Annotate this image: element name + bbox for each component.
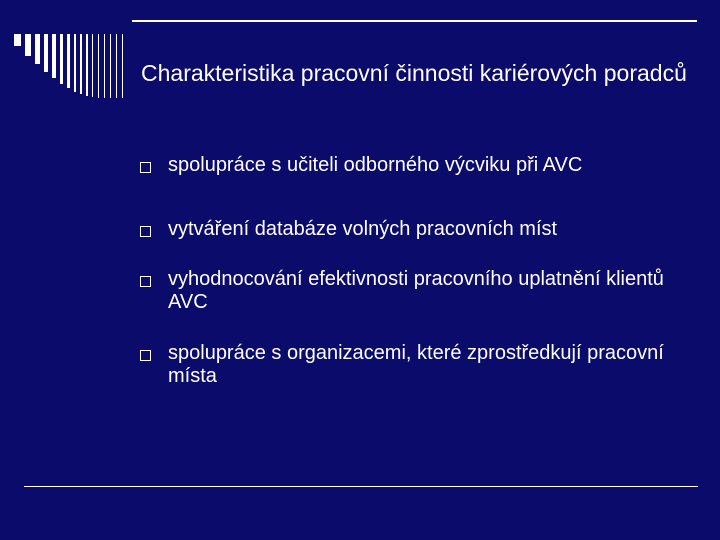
slide-title: Charakteristika pracovní činnosti kariérových poradců [141, 60, 687, 86]
bullet-item [140, 342, 700, 388]
square-bullet-icon [140, 226, 151, 237]
square-bullet-icon [140, 276, 151, 287]
bullet-item [140, 268, 700, 314]
bullet-text: spolupráce s učiteli odborného výcviku při AVC [168, 154, 583, 176]
top-divider [132, 20, 697, 22]
bullet-item [140, 154, 700, 177]
bullet-item [140, 218, 700, 241]
decorative-bars [14, 34, 134, 98]
square-bullet-icon [140, 350, 151, 361]
bullet-text: spolupráce s organizacemi, které zprostředkují pracovní místa [168, 342, 664, 387]
square-bullet-icon [140, 162, 151, 173]
bullet-list [140, 154, 700, 388]
bullet-text: vyhodnocování efektivnosti pracovního uplatnění klientů AVC [168, 268, 664, 313]
bottom-divider [24, 486, 698, 487]
bullet-text: vytváření databáze volných pracovních míst [168, 218, 558, 240]
